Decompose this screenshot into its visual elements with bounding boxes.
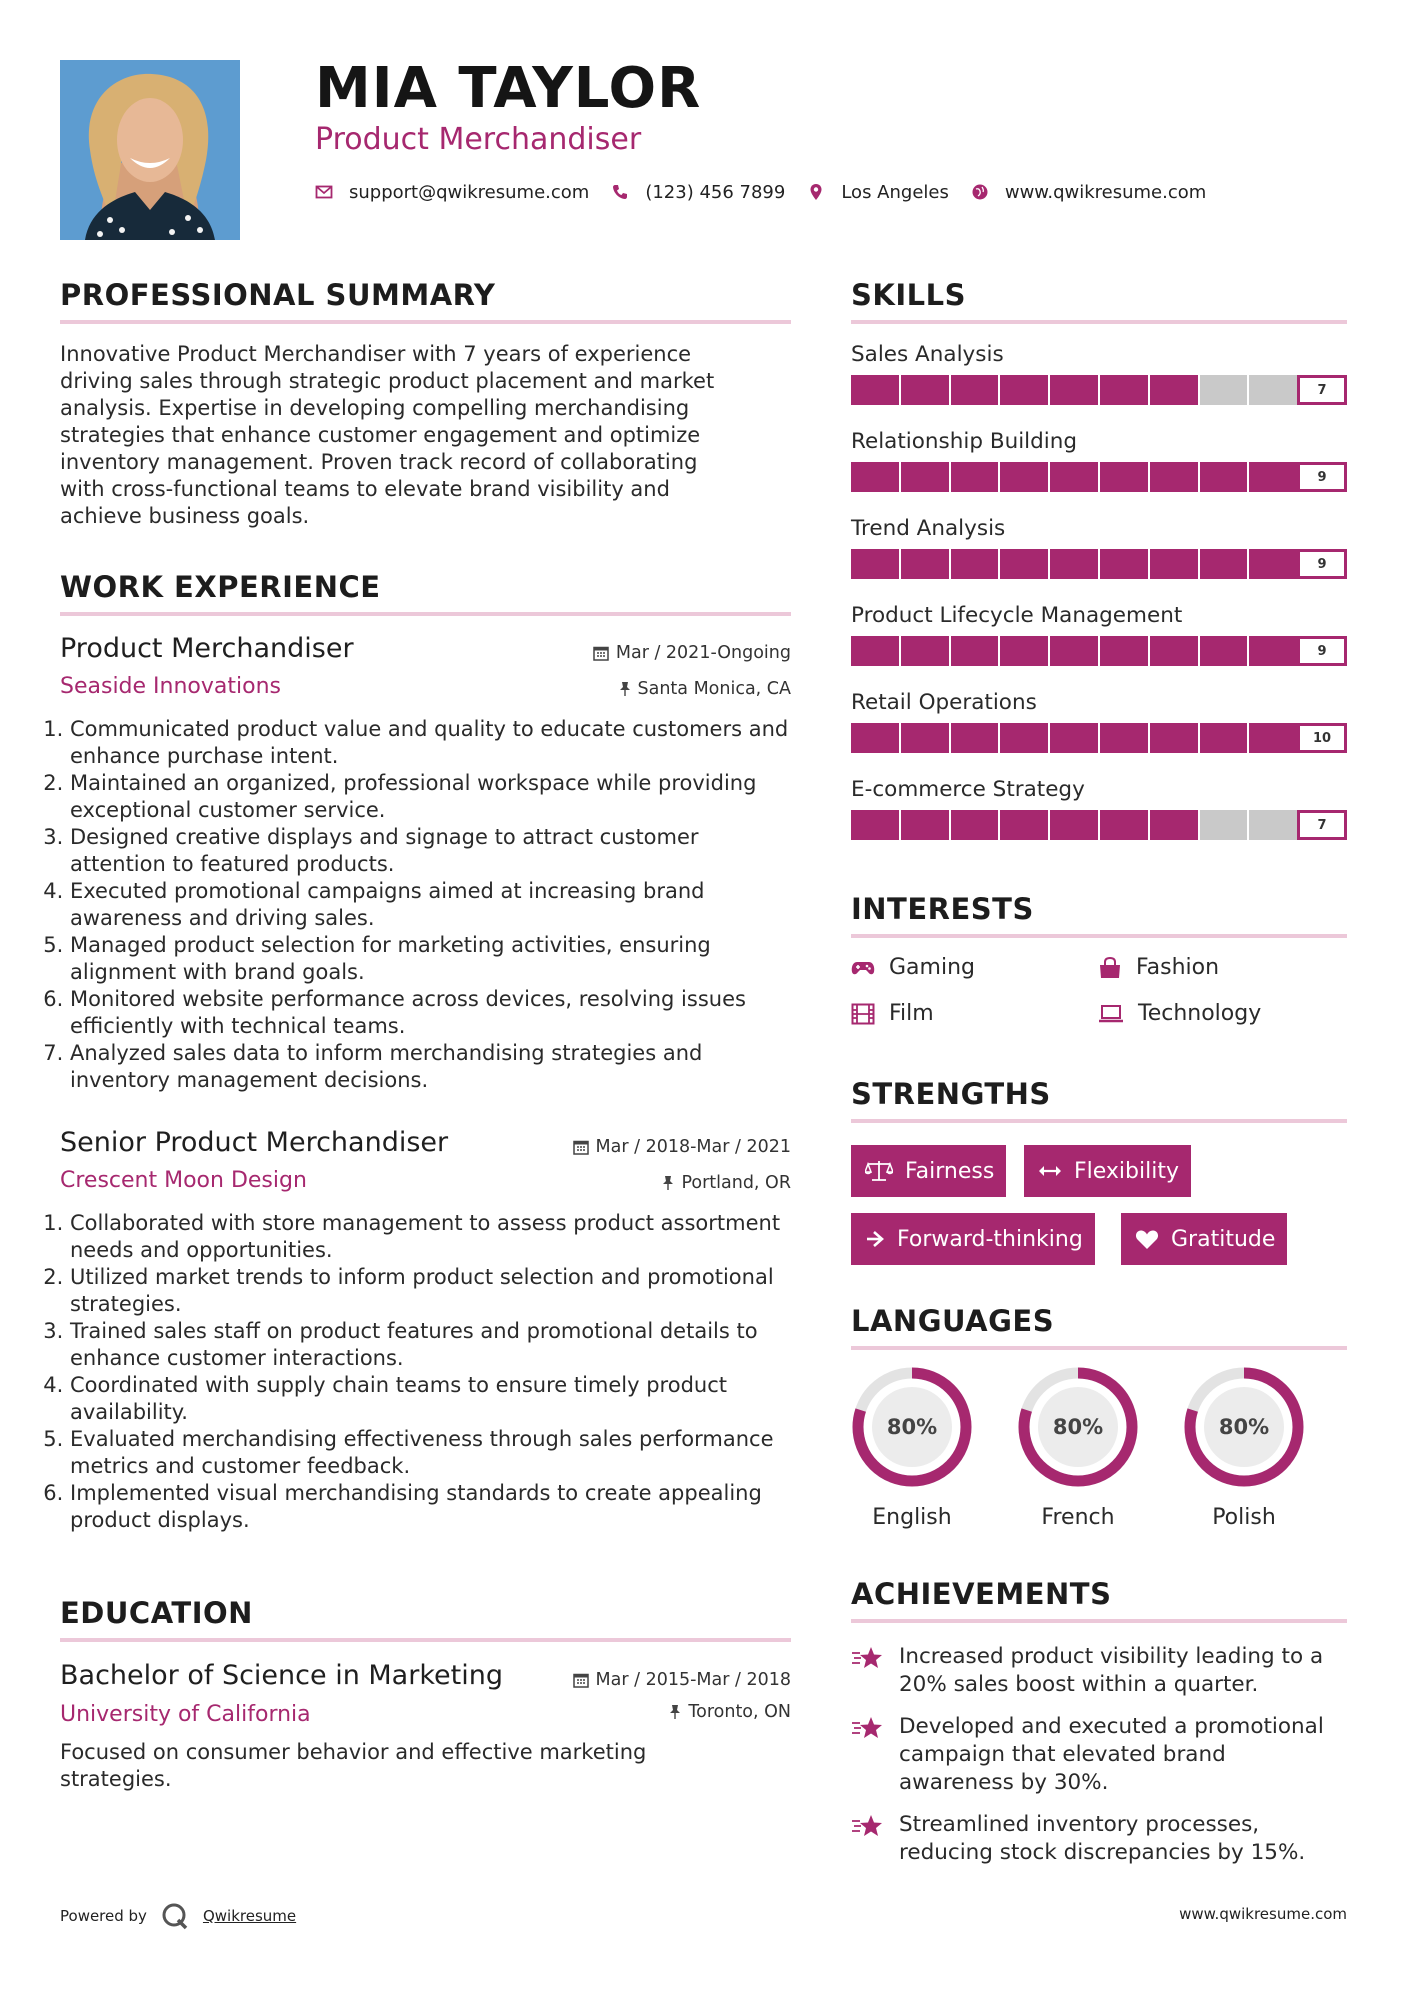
skill-bar-segment [1150,549,1198,579]
star-trophy-icon [851,1813,885,1839]
arrows-horizontal-icon [1038,1163,1062,1179]
skill-bar-segment [1000,375,1048,405]
skill-bar-segment [1249,636,1297,666]
company-name: Seaside Innovations [60,674,281,699]
language-item [1164,1365,1324,1530]
skill-bar-segment [1200,810,1248,840]
languages-list [851,1365,1347,1535]
list-item: 2. Utilized market trends to inform product selection and promotional strategies. [70,1264,791,1318]
pin-icon [669,1704,681,1720]
contact-phone[interactable]: (123) 456 7899 [645,181,786,203]
skill-bar [851,636,1347,666]
language-name: English [872,1505,952,1530]
skill-bar-segment [901,810,949,840]
languages-divider [851,1346,1347,1350]
calendar-icon [573,1672,589,1688]
calendar-icon [573,1139,589,1155]
school-name: University of California [60,1702,311,1727]
language-percent: 80% [1218,1415,1270,1439]
strength-label: Forward-thinking [897,1226,1083,1252]
shopping-bag-icon [1098,957,1122,979]
education-location-text: Toronto, ON [688,1702,791,1722]
envelope-icon [315,183,333,201]
skill-bar-segment [951,375,999,405]
skill-bar-segment [1050,810,1098,840]
language-name: French [1041,1505,1115,1530]
achievement-item [851,1713,1347,1797]
skill-bar-segment [1150,462,1198,492]
skill-level-badge: 7 [1297,810,1347,840]
skill-bar-segment [851,636,899,666]
language-percent: 80% [1052,1415,1104,1439]
profile-photo [60,60,240,240]
skill-bar-segment [1000,636,1048,666]
skill-bar-segment [1050,375,1098,405]
candidate-title: Product Merchandiser [315,122,642,157]
skill-name: E-commerce Strategy [851,777,1085,802]
skill-bar-segment [1200,549,1248,579]
balance-scale-icon [865,1160,893,1182]
skill-row [851,603,1347,690]
summary-divider [60,320,791,324]
interest-label: Fashion [1136,955,1220,980]
skill-bar-segment [1200,636,1248,666]
skill-bar-segment [951,636,999,666]
job-dates [573,1137,791,1157]
skill-bar-segment [1000,462,1048,492]
contact-email[interactable]: support@qwikresume.com [349,181,590,203]
skill-bar-segment [1050,636,1098,666]
language-item [998,1365,1158,1530]
summary-line: analysis. Expertise in developing compelling merchandising [60,396,690,420]
strength-fairness [851,1145,1006,1197]
summary-line: driving sales through strategic product placement and market [60,369,715,393]
skill-level-badge: 10 [1297,723,1347,753]
map-marker-icon [807,183,825,201]
skill-bar-segment [1100,723,1148,753]
globe-icon [971,183,989,201]
skill-bar-segment [1249,723,1297,753]
achievement-text: Developed and executed a promotional campaign that elevated brand awareness by 30%. [899,1714,1324,1795]
experience-heading: WORK EXPERIENCE [60,570,381,604]
pin-icon [619,681,631,697]
skill-bar-segment [951,810,999,840]
skill-bar-segment [901,375,949,405]
language-ring [832,1365,992,1491]
summary-line: with cross-functional teams to elevate brand visibility and [60,477,670,501]
skill-bar-segment [951,549,999,579]
strength-label: Fairness [905,1158,995,1184]
interest-fashion [1098,955,1219,980]
achievements-heading: ACHIEVEMENTS [851,1577,1112,1611]
strength-gratitude [1121,1213,1287,1265]
job-dates [593,643,791,663]
summary-line: inventory management. Proven track record of collaborating [60,450,698,474]
skill-bar [851,723,1347,753]
strengths-heading: STRENGTHS [851,1077,1051,1111]
languages-heading: LANGUAGES [851,1304,1055,1338]
language-name: Polish [1212,1505,1276,1530]
list-item: 1. Communicated product value and quality to educate customers and enhance purchase intent. [70,716,791,770]
interest-film [851,1001,934,1026]
education-dates-text: Mar / 2015-Mar / 2018 [595,1670,791,1690]
skill-bar-segment [1150,723,1198,753]
list-item: 5. Managed product selection for marketing activities, ensuring alignment with brand goals. [70,932,791,986]
skill-bar-segment [851,549,899,579]
skill-bar-segment [1100,636,1148,666]
skill-level-badge: 9 [1297,462,1347,492]
interest-label: Technology [1138,1001,1262,1026]
footer-powered-by [60,1902,296,1930]
list-item: 6. Monitored website performance across devices, resolving issues efficiently with technical teams. [70,986,791,1040]
list-item: 7. Analyzed sales data to inform merchandising strategies and inventory management decisions. [70,1040,791,1094]
list-item: 3. Trained sales staff on product features and promotional details to enhance customer interactions. [70,1318,791,1372]
skill-bar-segment [1100,375,1148,405]
language-percent: 80% [886,1415,938,1439]
contact-row [315,180,1228,204]
job-location [662,1173,791,1193]
skill-bar-segment [851,375,899,405]
star-trophy-icon [851,1715,885,1741]
strength-label: Gratitude [1171,1226,1276,1252]
skill-bar-segment [851,810,899,840]
education-divider [60,1638,791,1642]
skills-divider [851,320,1347,324]
skill-bar [851,375,1347,405]
contact-website[interactable]: www.qwikresume.com [1004,181,1207,203]
interests-heading: INTERESTS [851,892,1034,926]
interest-label: Film [889,1001,934,1026]
skill-name: Trend Analysis [851,516,1006,541]
skills-list [851,342,1347,864]
gamepad-icon [851,959,875,977]
calendar-icon [593,645,609,661]
list-item: 4. Coordinated with supply chain teams to ensure timely product availability. [70,1372,791,1426]
skill-row [851,429,1347,516]
interest-label: Gaming [889,955,975,980]
skills-heading: SKILLS [851,278,966,312]
candidate-name: MIA TAYLOR [315,56,702,121]
skill-bar-segment [1249,462,1297,492]
skill-bar-segment [851,723,899,753]
heart-icon [1135,1229,1159,1250]
job-title: Senior Product Merchandiser [60,1127,449,1158]
skill-level-badge: 7 [1297,375,1347,405]
laptop-icon [1098,1004,1124,1024]
skill-level-badge: 9 [1297,636,1347,666]
list-item: 6. Implemented visual merchandising standards to create appealing product displays. [70,1480,791,1534]
skill-bar-segment [851,462,899,492]
skill-row [851,690,1347,777]
skill-row [851,516,1347,603]
achievement-item [851,1643,1347,1699]
list-item: 5. Evaluated merchandising effectiveness through sales performance metrics and customer feedback. [70,1426,791,1480]
skill-bar-segment [951,723,999,753]
skill-bar-segment [1200,375,1248,405]
summary-line: Innovative Product Merchandiser with 7 years of experience [60,342,692,366]
skill-name: Relationship Building [851,429,1078,454]
skill-bar-segment [1000,810,1048,840]
arrow-right-icon [865,1230,885,1248]
skill-name: Sales Analysis [851,342,1004,367]
job-dates-text: Mar / 2018-Mar / 2021 [595,1137,791,1157]
list-item: 2. Maintained an organized, professional workspace while providing exceptional customer service. [70,770,791,824]
job-dates-text: Mar / 2021-Ongoing [615,643,791,663]
job-bullets [52,716,791,1094]
skill-bar [851,549,1347,579]
skill-bar-segment [1150,810,1198,840]
strengths-divider [851,1119,1347,1123]
achievement-item [851,1811,1347,1867]
skill-bar [851,810,1347,840]
job-location [619,679,792,699]
skill-bar-segment [1050,549,1098,579]
skill-bar-segment [901,549,949,579]
brand-link[interactable]: Qwikresume [202,1907,297,1925]
skill-bar-segment [901,636,949,666]
skill-name: Product Lifecycle Management [851,603,1183,628]
skill-bar-segment [1249,549,1297,579]
pin-icon [662,1175,674,1191]
list-item: 1. Collaborated with store management to assess product assortment needs and opportunities. [70,1210,791,1264]
interests-divider [851,934,1347,938]
strength-forward-thinking [851,1213,1095,1265]
list-item: 4. Executed promotional campaigns aimed at increasing brand awareness and driving sales. [70,878,791,932]
job-bullets [52,1210,791,1534]
skill-bar-segment [1100,549,1148,579]
interest-gaming [851,955,975,980]
job-location-text: Portland, OR [681,1173,791,1193]
footer-website[interactable]: www.qwikresume.com [1179,1905,1347,1923]
skill-bar-segment [1050,723,1098,753]
skill-bar-segment [1000,723,1048,753]
language-ring [1164,1365,1324,1491]
language-item [832,1365,992,1530]
achievements-divider [851,1619,1347,1623]
strength-label: Flexibility [1074,1158,1179,1184]
skill-bar-segment [1150,375,1198,405]
powered-by-label: Powered by [60,1907,147,1925]
skill-bar-segment [1000,549,1048,579]
experience-divider [60,612,791,616]
skill-bar-segment [1249,375,1297,405]
film-icon [851,1003,875,1025]
job-title: Product Merchandiser [60,633,354,664]
skill-bar-segment [1200,462,1248,492]
education-description: Focused on consumer behavior and effective marketing strategies. [60,1740,647,1791]
education-location [669,1702,791,1722]
list-item: 3. Designed creative displays and signage to attract customer attention to featured products. [70,824,791,878]
skill-row [851,777,1347,864]
skill-bar-segment [1050,462,1098,492]
contact-location: Los Angeles [841,181,949,203]
summary-text [60,341,791,530]
achievement-text: Increased product visibility leading to a 20% sales boost within a quarter. [899,1644,1324,1697]
skill-bar-segment [901,462,949,492]
summary-line: achieve business goals. [60,504,310,528]
degree-title: Bachelor of Science in Marketing [60,1660,503,1691]
skill-bar-segment [1200,723,1248,753]
company-name: Crescent Moon Design [60,1168,307,1193]
skill-name: Retail Operations [851,690,1037,715]
interest-technology [1098,1001,1261,1026]
summary-line: strategies that enhance customer engagement and optimize [60,423,701,447]
qwikresume-logo-icon [161,1902,189,1930]
skill-row [851,342,1347,429]
achievement-text: Streamlined inventory processes, reducing stock discrepancies by 15%. [899,1812,1306,1865]
strength-flexibility [1024,1145,1191,1197]
skill-bar-segment [1249,810,1297,840]
skill-bar-segment [1150,636,1198,666]
education-heading: EDUCATION [60,1596,253,1630]
skill-bar [851,462,1347,492]
skill-level-badge: 9 [1297,549,1347,579]
skill-bar-segment [901,723,949,753]
summary-heading: PROFESSIONAL SUMMARY [60,278,496,312]
skill-bar-segment [1100,810,1148,840]
education-dates [573,1670,791,1690]
skill-bar-segment [1100,462,1148,492]
language-ring [998,1365,1158,1491]
star-trophy-icon [851,1645,885,1671]
phone-icon [611,183,629,201]
skill-bar-segment [951,462,999,492]
job-location-text: Santa Monica, CA [637,679,791,699]
